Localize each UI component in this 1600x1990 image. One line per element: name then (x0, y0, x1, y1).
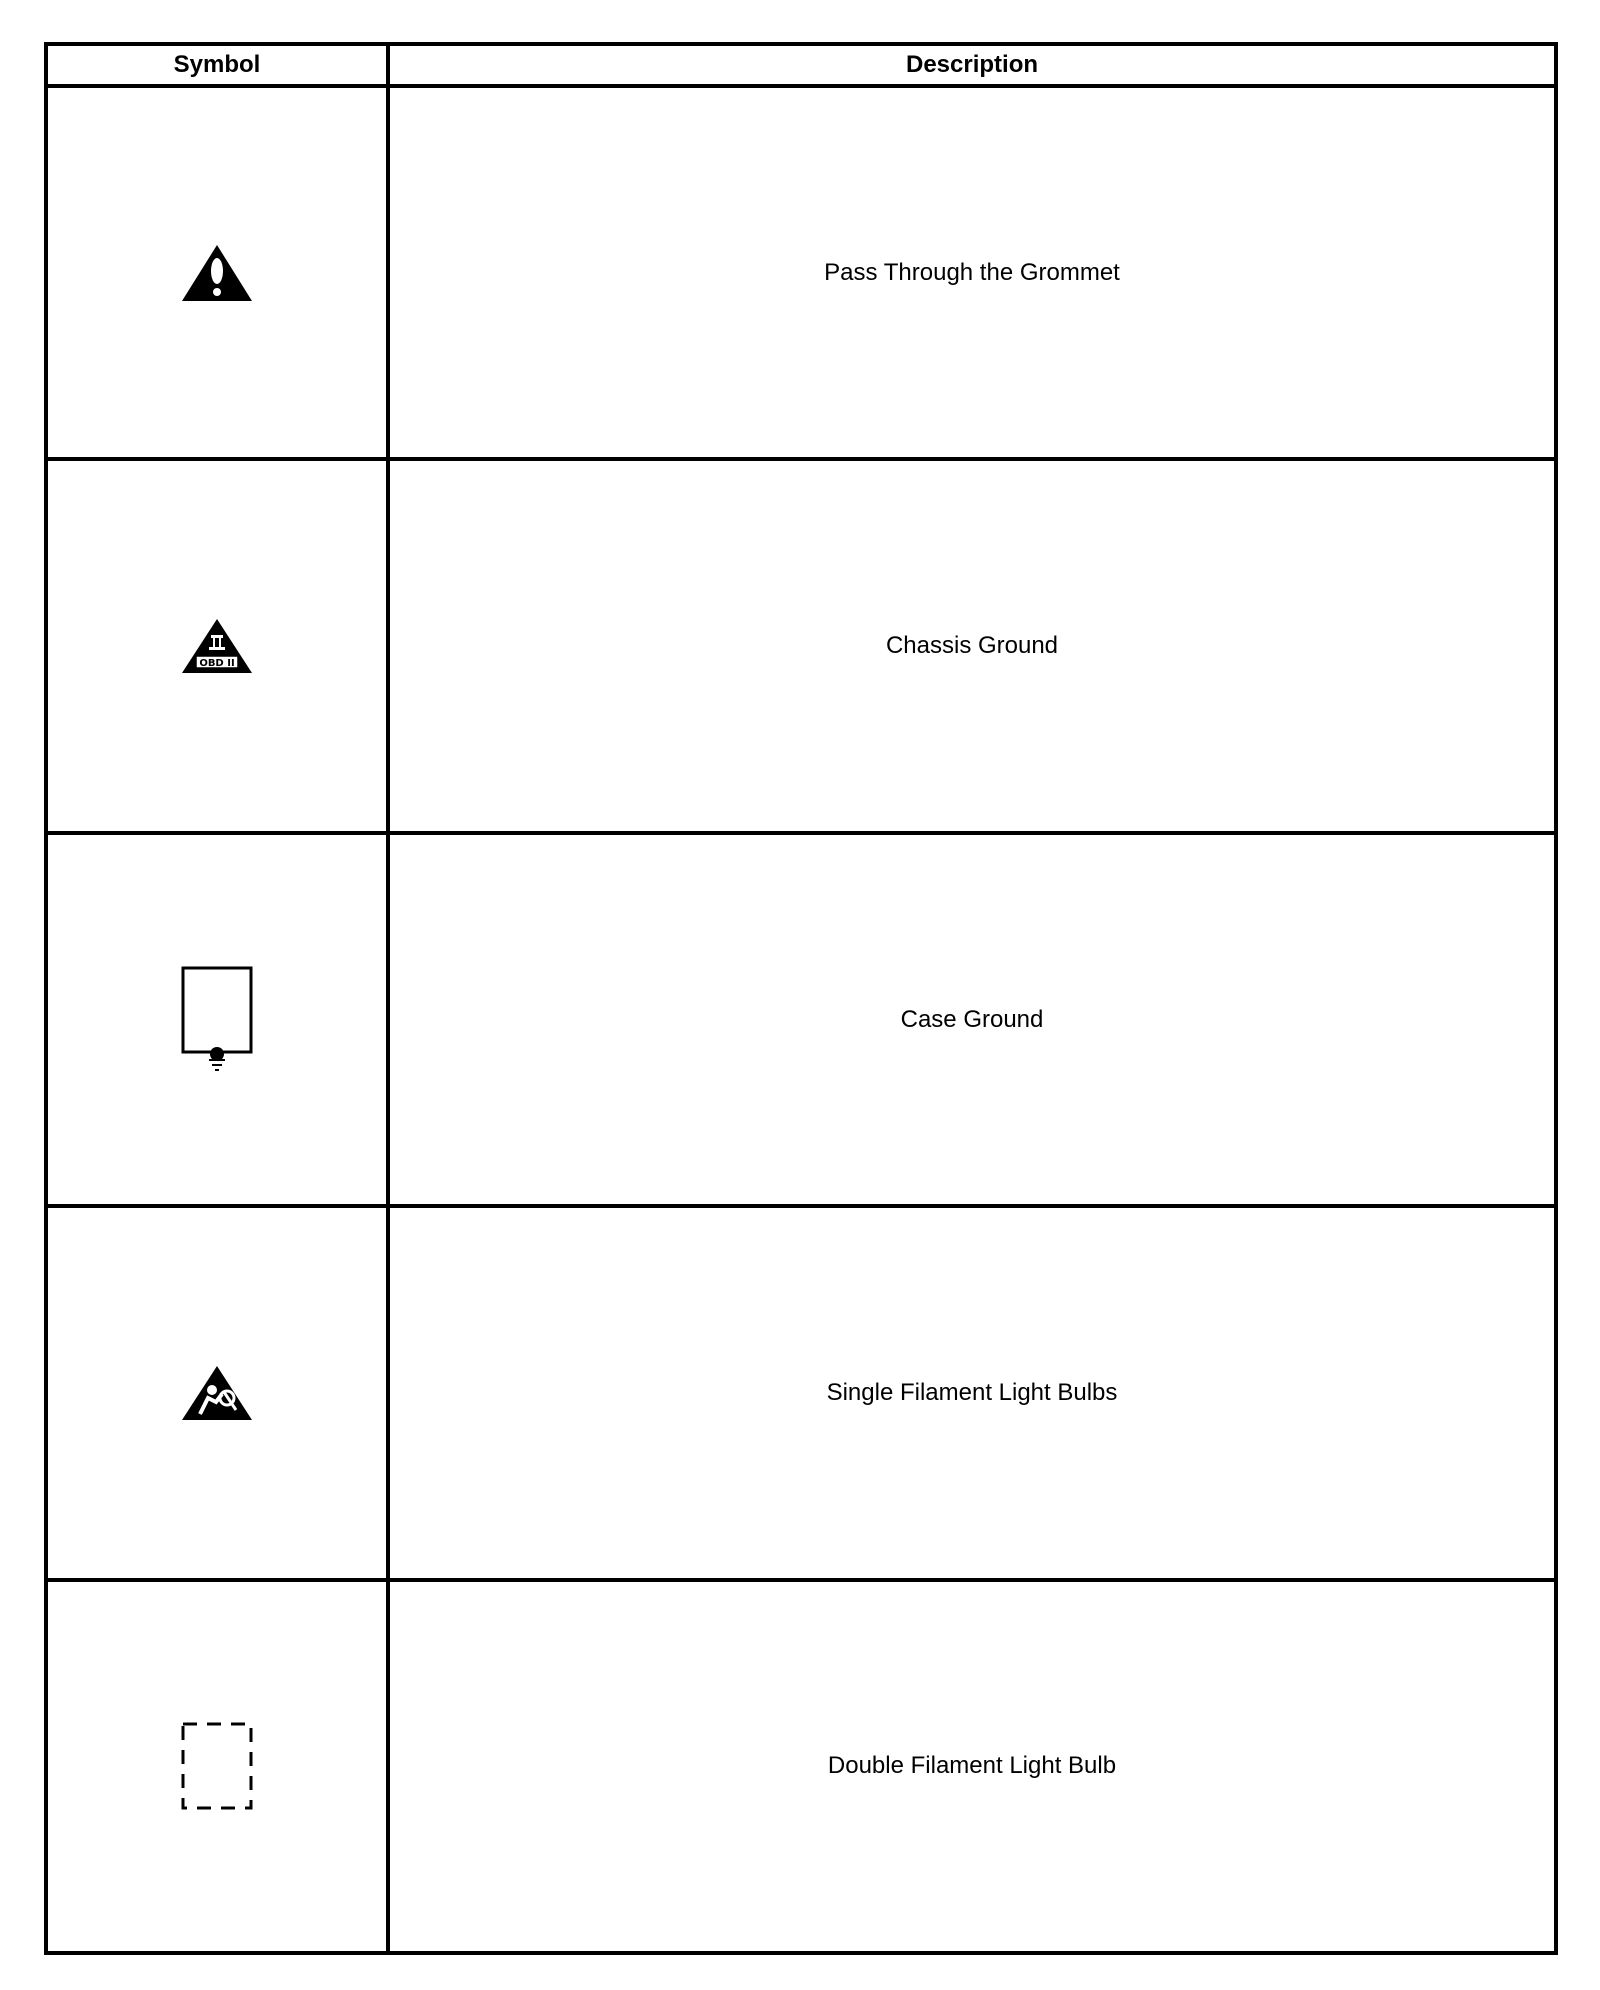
symbol-cell (48, 1208, 390, 1577)
description-cell: Chassis Ground (885, 632, 1059, 660)
symbol-column-header: Symbol (48, 46, 390, 84)
warning-triangle-icon (180, 243, 254, 303)
description-cell: Single Filament Light Bulbs (826, 1378, 1118, 1406)
description-cell: Case Ground (900, 1005, 1044, 1033)
table-row (48, 1582, 1554, 1951)
symbol-cell (48, 835, 390, 1204)
table-row (48, 835, 1554, 1208)
symbol-cell (48, 88, 390, 457)
obd-ground-triangle-icon (180, 617, 254, 675)
obd-label: OBD II (199, 658, 235, 670)
table-row (48, 88, 1554, 461)
case-ground-box-icon (180, 965, 254, 1075)
symbol-cell (48, 461, 390, 830)
table-header (48, 46, 1554, 88)
symbol-table (44, 42, 1558, 1955)
table-row (48, 461, 1554, 834)
description-cell: Double Filament Light Bulb (827, 1752, 1117, 1780)
dashed-box-icon (180, 1721, 254, 1811)
symbol-cell (48, 1582, 390, 1951)
description-cell: Pass Through the Grommet (824, 258, 1120, 286)
table-body (48, 88, 1554, 1951)
airbag-warning-triangle-icon (180, 1364, 254, 1422)
table-row (48, 1208, 1554, 1581)
description-column-header: Description (905, 51, 1039, 78)
